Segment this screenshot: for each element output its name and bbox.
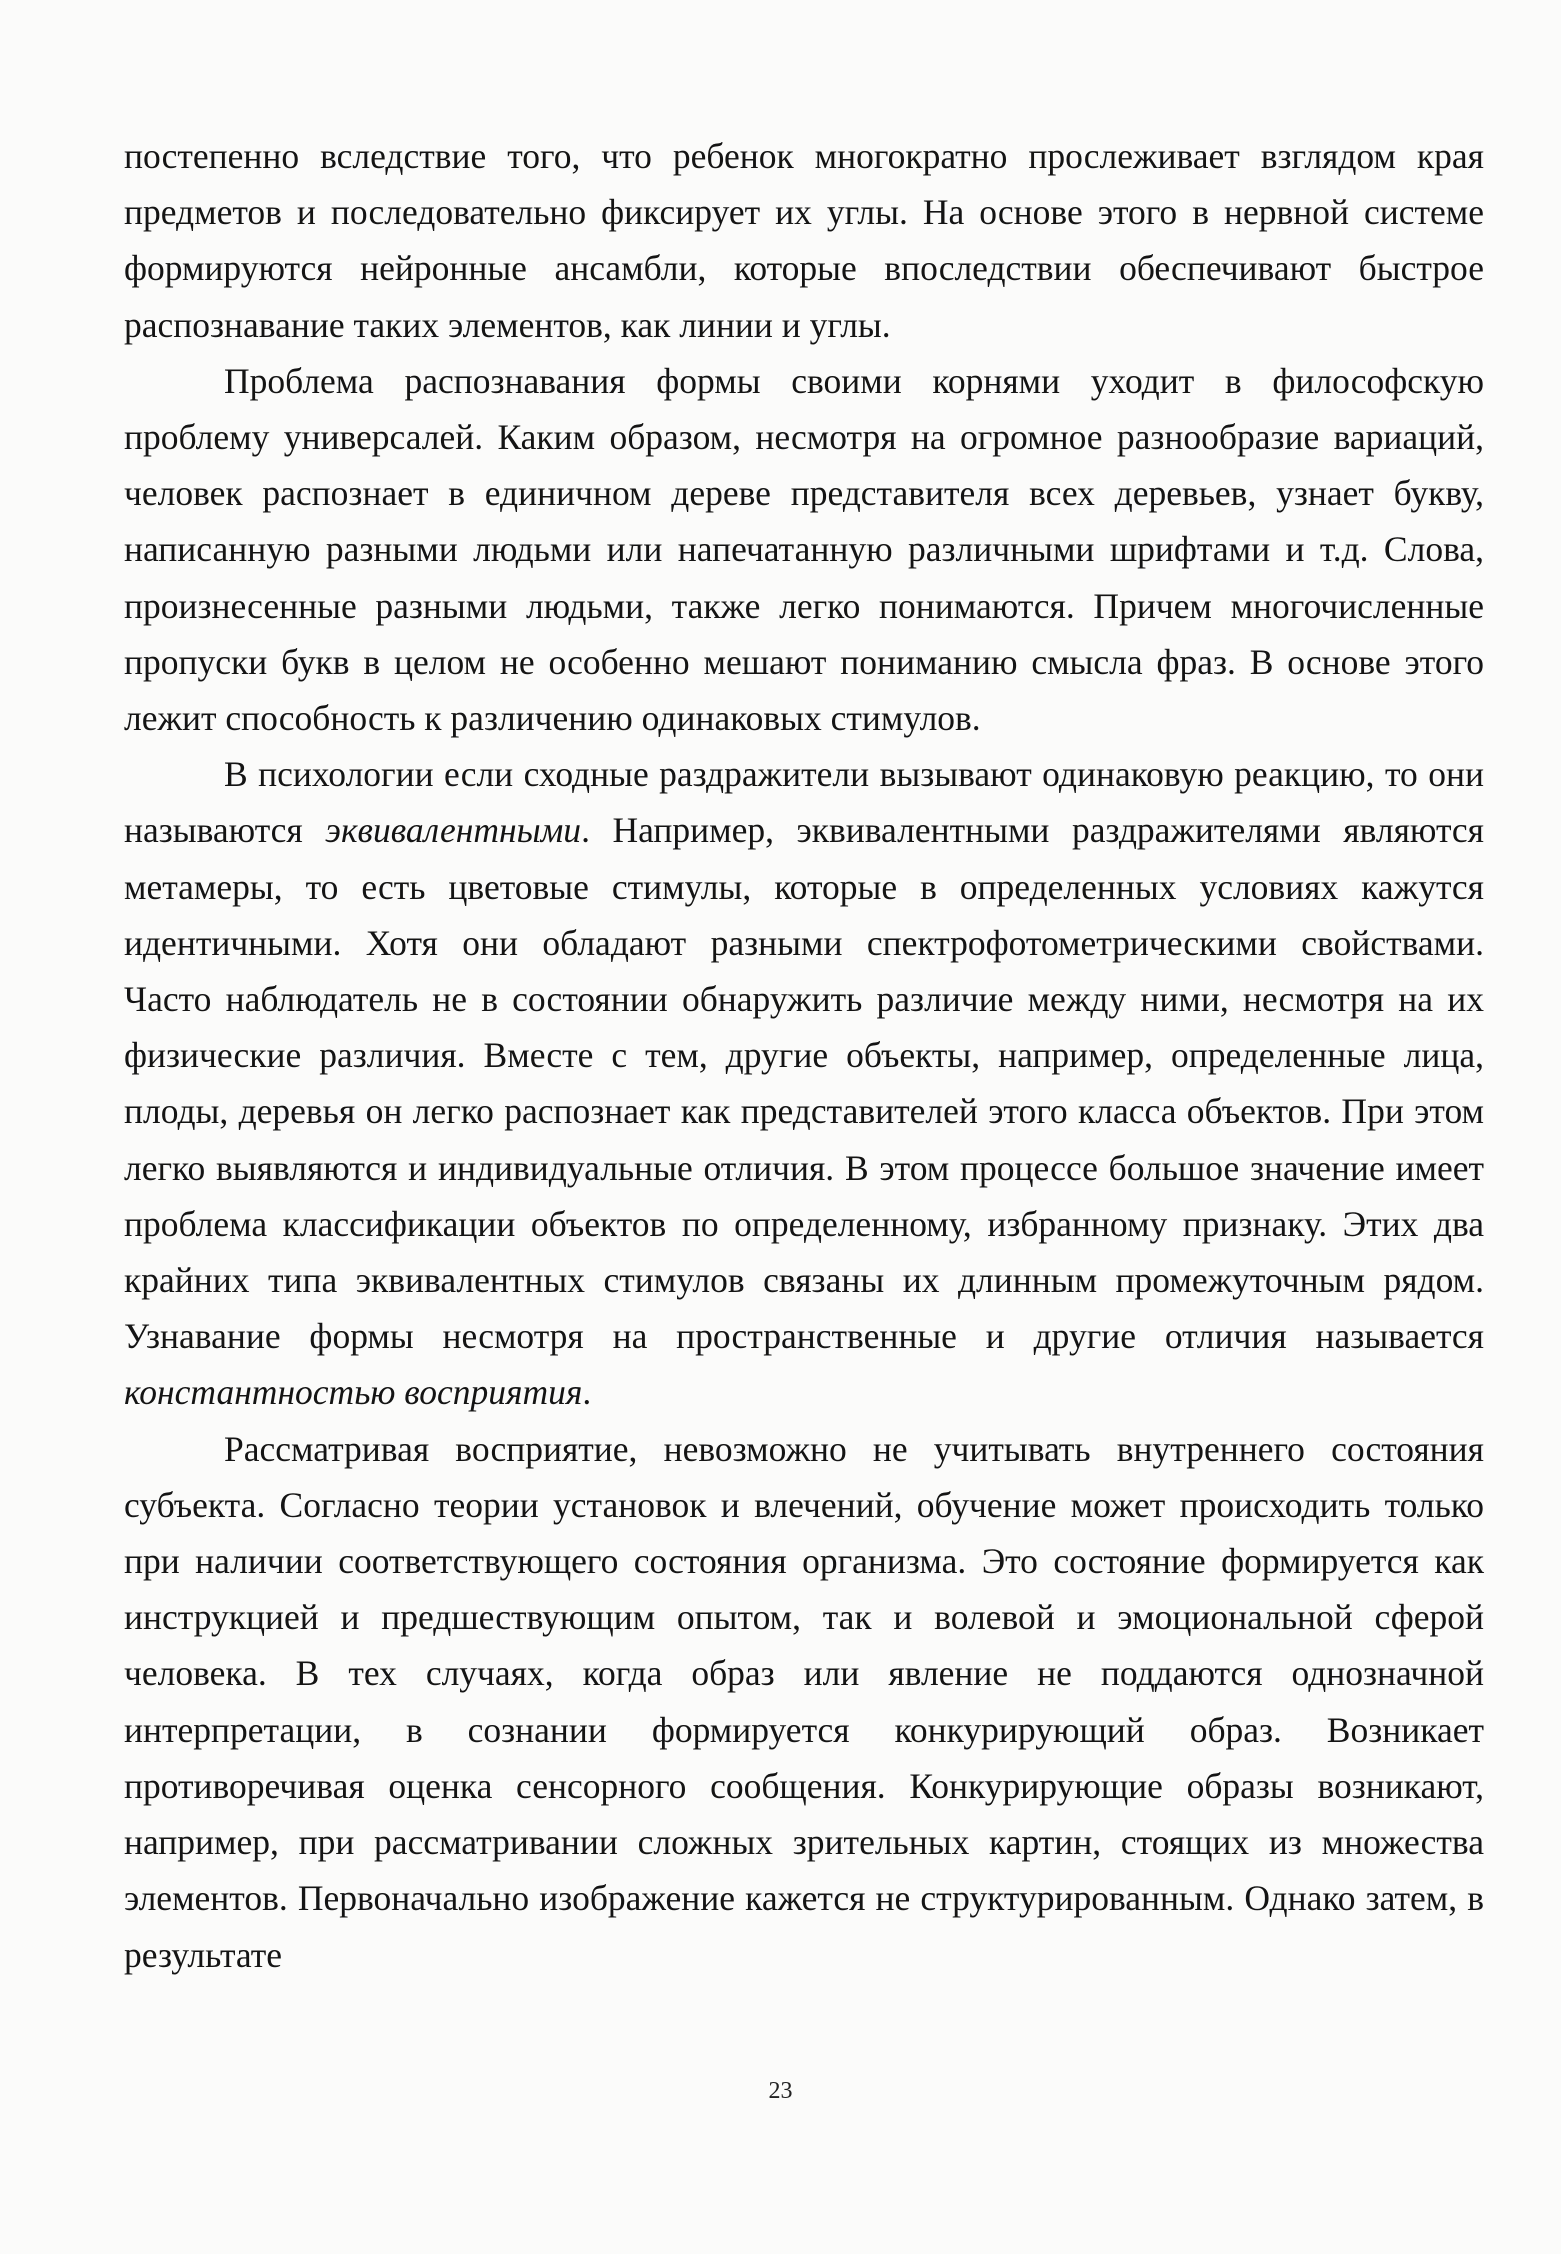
paragraph-4 [124, 1421, 1484, 1983]
paragraph-3-text-a: В психологии если сходные раздражители вызывают одинаковую реакцию, то они называются [124, 754, 1484, 851]
paragraph-4-text: Рассматривая восприятие, невозможно не учитывать внутреннего состояния субъекта. Согласно теории установок и влечений, обучение может происходить только при наличии соответствующего состояния организма. Это состояние формируется как инструкцией и предшествующим опытом, так и волевой и эмоциональной сферой человека. В тех случаях, когда образ или явление не поддаются однозначной интерпретации, в сознании формируется конкурирующий образ. Возникает противоречивая оценка сенсорного сообщения. Конкурирующие образы возникают, например, при рассматривании сложных зрительных картин, стоящих из множества элементов. Первоначально изображение кажется не структурированным. Однако затем, в результате [124, 1428, 1484, 1975]
body-text [124, 128, 1484, 1983]
term-perceptual-constancy: константностью восприятия [124, 1372, 583, 1413]
term-equivalent: эквивалентными [325, 810, 582, 851]
paragraph-1-text: постепенно вследствие того, что ребенок многократно прослеживает взглядом края предметов и последовательно фиксирует их углы. На основе этого в нервной системе формируются нейронные ансамбли, которые впоследствии обеспечивают быстрое распознавание таких элементов, как линии и углы. [124, 136, 1484, 345]
paragraph-3-text-c: . [582, 1372, 592, 1413]
paragraph-2 [124, 353, 1484, 746]
paragraph-3-text-b: . Например, эквивалентными раздражителями являются метамеры, то есть цветовые стимулы, которые в определенных условиях кажутся идентичными. Хотя они обладают разными спектрофотометрическими свойствами. Часто наблюдатель не в состоянии обнаружить различие между ними, несмотря на их физические различия. Вместе с тем, другие объекты, например, определенные лица, плоды, деревья он легко распознает как представителей этого класса объектов. При этом легко выявляются и индивидуальные отличия. В этом процессе большое значение имеет проблема классификации объектов по определенному, избранному признаку. Этих два крайних типа эквивалентных стимулов связаны их длинным промежуточным рядом. Узнавание формы несмотря на пространственные и другие отличия называется [124, 810, 1484, 1357]
paragraph-2-text: Проблема распознавания формы своими корнями уходит в философскую проблему универсалей. Каким образом, несмотря на огромное разнообразие вариаций, человек распознает в единичном дереве представителя всех деревьев, узнает букву, написанную разными людьми или напечатанную различными шрифтами и т.д. Слова, произнесенные разными людьми, также легко понимаются. Причем многочисленные пропуски букв в целом не особенно мешают пониманию смысла фраз. В основе этого лежит способность к различению одинаковых стимулов. [124, 360, 1484, 739]
page-number: 23 [768, 2078, 793, 2104]
paragraph-1 [124, 128, 1484, 353]
paragraph-3 [124, 746, 1484, 1420]
